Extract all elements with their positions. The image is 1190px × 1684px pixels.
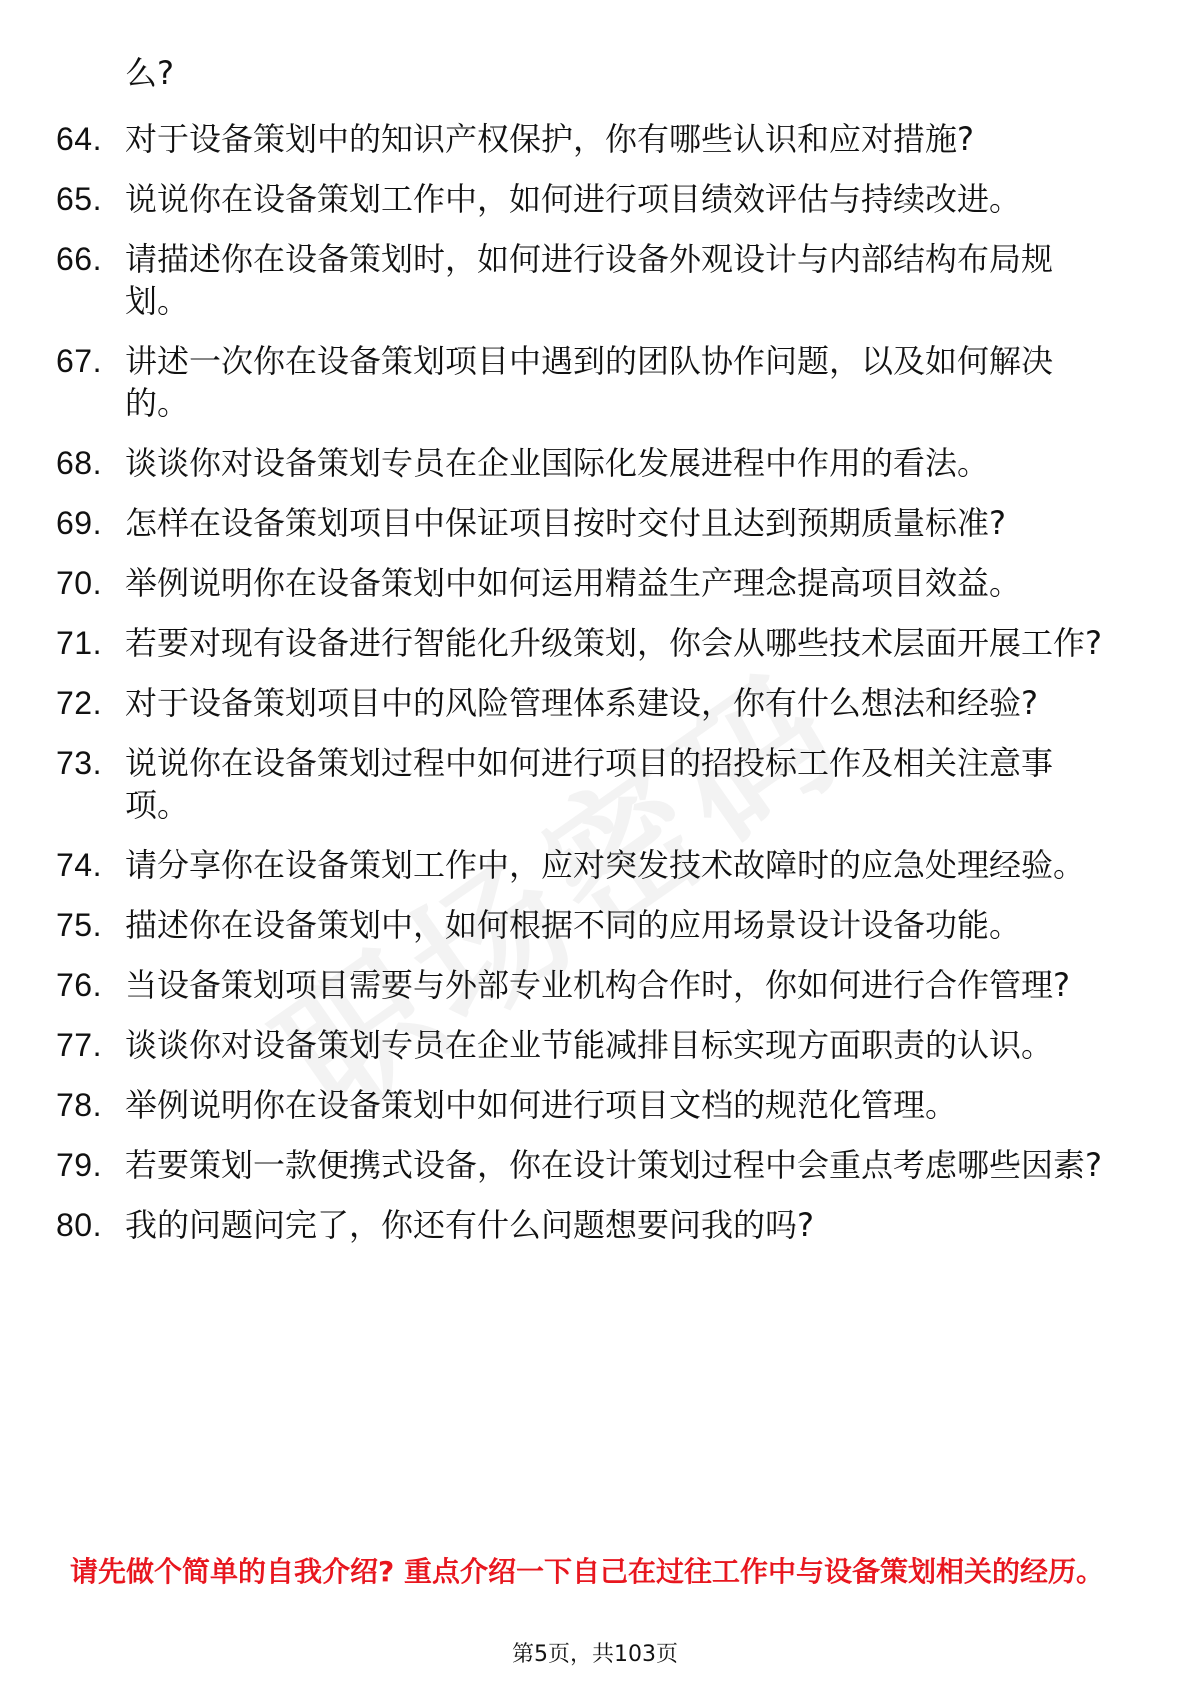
question-item [0, 502, 1110, 544]
question-item [0, 442, 1110, 484]
question-text: 谈谈你对设备策划专员在企业国际化发展进程中作用的看法。 [125, 444, 990, 482]
question-item [0, 844, 1110, 886]
highlighted-question: 请先做个简单的自我介绍? 重点介绍一下自己在过往工作中与设备策划相关的经历。 [70, 1555, 1104, 1588]
question-text: 谈谈你对设备策划专员在企业节能减排目标实现方面职责的认识。 [125, 1026, 1054, 1064]
question-number: 71. [56, 625, 102, 661]
question-number: 80. [56, 1207, 102, 1243]
question-number: 70. [56, 565, 102, 601]
question-item [0, 1144, 1110, 1186]
question-list [0, 52, 1190, 1264]
question-number: 73. [56, 745, 102, 781]
question-item [0, 178, 1110, 220]
question-number: 78. [56, 1087, 102, 1123]
question-number: 66. [56, 241, 102, 277]
question-text: 举例说明你在设备策划中如何运用精益生产理念提高项目效益。 [125, 564, 1022, 602]
question-item [0, 1024, 1110, 1066]
question-text: 请分享你在设备策划工作中，应对突发技术故障时的应急处理经验。 [125, 846, 1086, 884]
question-item [0, 1084, 1110, 1126]
question-item [0, 340, 1110, 424]
question-number: 77. [56, 1027, 102, 1063]
question-number: 72. [56, 685, 102, 721]
question-text: 对于设备策划项目中的风险管理体系建设，你有什么想法和经验? [125, 684, 1038, 722]
question-number: 67. [56, 343, 102, 379]
question-text: 请描述你在设备策划时，如何进行设备外观设计与内部结构布局规划。 [125, 240, 1054, 320]
question-text: 怎样在设备策划项目中保证项目按时交付且达到预期质量标准? [125, 504, 1006, 542]
question-number: 74. [56, 847, 102, 883]
question-text: 讲述一次你在设备策划项目中遇到的团队协作问题，以及如何解决的。 [125, 342, 1054, 422]
question-item [0, 742, 1110, 826]
question-text: 当设备策划项目需要与外部专业机构合作时，你如何进行合作管理? [125, 966, 1070, 1004]
question-text: 举例说明你在设备策划中如何进行项目文档的规范化管理。 [125, 1086, 958, 1124]
question-item [0, 904, 1110, 946]
question-number: 69. [56, 505, 102, 541]
question-text: 对于设备策划中的知识产权保护，你有哪些认识和应对措施? [125, 120, 974, 158]
question-item [0, 682, 1110, 724]
question-item [0, 1204, 1110, 1246]
question-item [0, 964, 1110, 1006]
question-number: 68. [56, 445, 102, 481]
question-item [0, 622, 1110, 664]
question-item [0, 562, 1110, 604]
question-text: 若要对现有设备进行智能化升级策划，你会从哪些技术层面开展工作? [125, 624, 1102, 662]
page-number: 第5页，共103页 [512, 1642, 678, 1667]
continued-text: 么? [125, 54, 174, 92]
question-number: 64. [56, 121, 102, 157]
question-item [0, 118, 1110, 160]
question-text: 我的问题问完了，你还有什么问题想要问我的吗? [125, 1206, 814, 1244]
question-text: 描述你在设备策划中，如何根据不同的应用场景设计设备功能。 [125, 906, 1022, 944]
question-number: 79. [56, 1147, 102, 1183]
question-number: 65. [56, 181, 102, 217]
question-text: 说说你在设备策划过程中如何进行项目的招投标工作及相关注意事项。 [125, 744, 1054, 824]
question-text: 说说你在设备策划工作中，如何进行项目绩效评估与持续改进。 [125, 180, 1022, 218]
question-item [0, 238, 1110, 322]
question-number: 76. [56, 967, 102, 1003]
question-text: 若要策划一款便携式设备，你在设计策划过程中会重点考虑哪些因素? [125, 1146, 1102, 1184]
question-number: 75. [56, 907, 102, 943]
